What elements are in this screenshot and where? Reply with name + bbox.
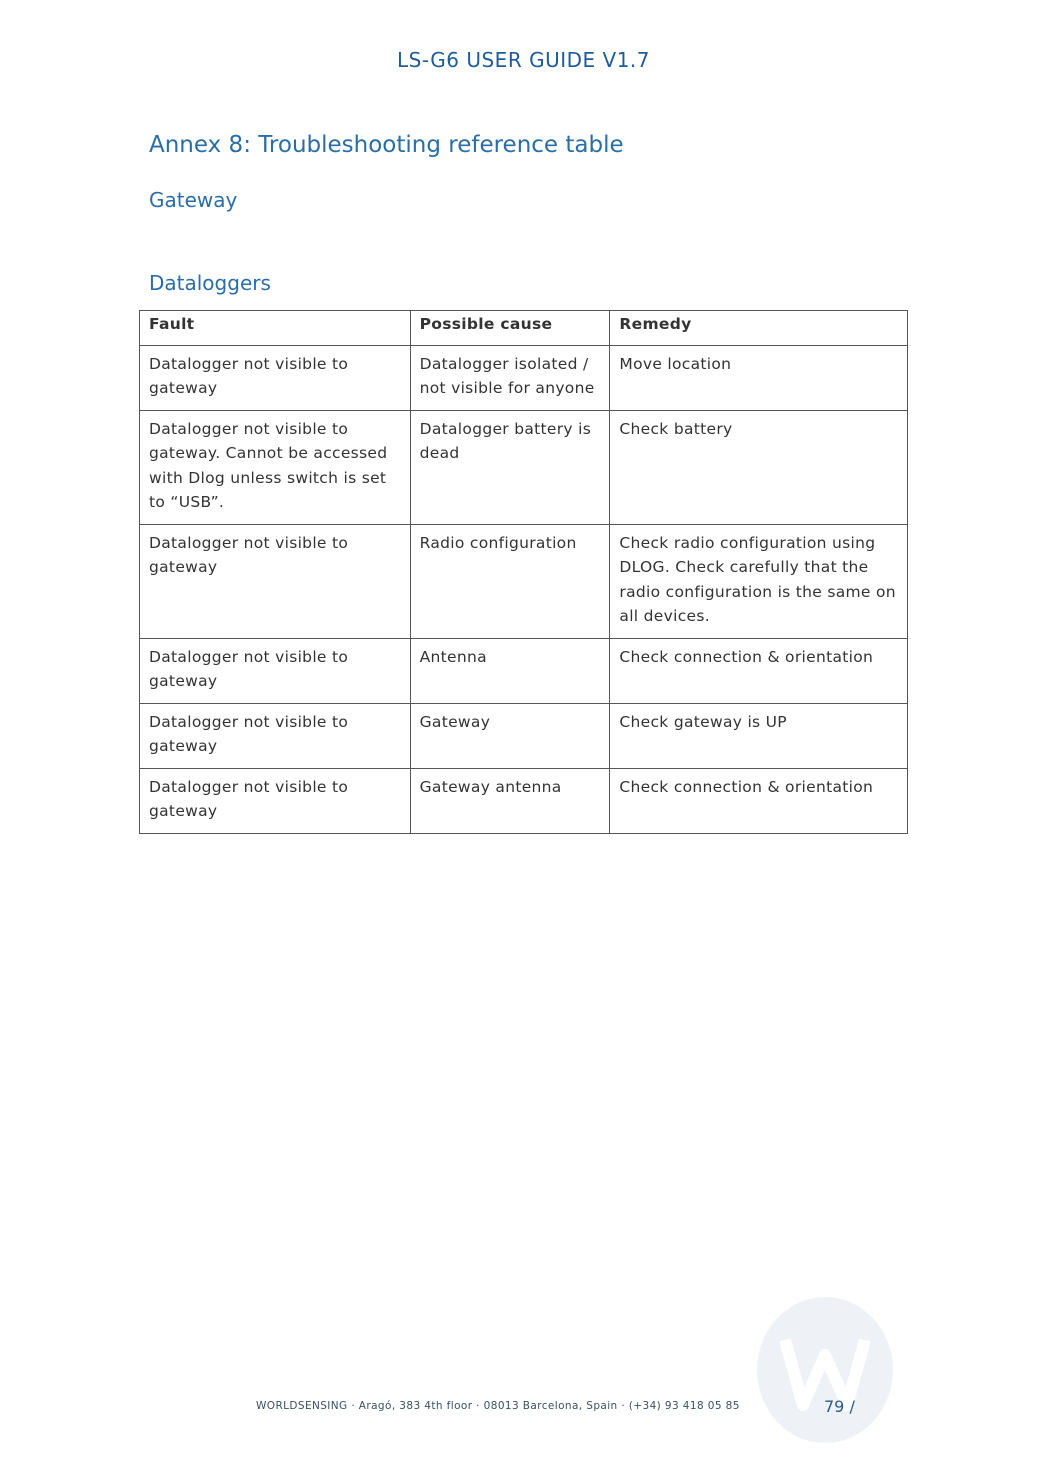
cause-cell: Datalogger battery is dead (410, 410, 610, 524)
fault-cell: Datalogger not visible to gateway (140, 703, 411, 768)
remedy-cell: Check gateway is UP (610, 703, 908, 768)
cause-cell: Antenna (410, 638, 610, 703)
fault-cell: Datalogger not visible to gateway (140, 768, 411, 833)
troubleshooting-table (139, 310, 908, 834)
annex-title: Annex 8: Troubleshooting reference table (149, 132, 624, 158)
table-header-row (140, 311, 908, 346)
document-header: LS-G6 USER GUIDE V1.7 (396, 48, 650, 72)
cause-cell: Datalogger isolated / not visible for anyone (410, 345, 610, 410)
footer-address: WORLDSENSING · Aragó, 383 4th floor · 08013 Barcelona, Spain · (+34) 93 418 05 85 (256, 1400, 740, 1412)
table-row (140, 768, 908, 833)
remedy-cell: Check radio configuration using DLOG. Check carefully that the radio configuration is the same on all devices. (610, 524, 908, 638)
column-header-remedy: Remedy (610, 311, 908, 346)
table-row (140, 410, 908, 524)
page-number: 79 / (824, 1397, 855, 1416)
table-row (140, 703, 908, 768)
fault-cell: Datalogger not visible to gateway (140, 524, 411, 638)
remedy-cell: Check battery (610, 410, 908, 524)
worldsensing-watermark-logo (755, 1295, 895, 1445)
fault-cell: Datalogger not visible to gateway. Cannot be accessed with Dlog unless switch is set to “USB”. (140, 410, 411, 524)
column-header-fault: Fault (140, 311, 411, 346)
table-row (140, 345, 908, 410)
cause-cell: Radio configuration (410, 524, 610, 638)
section-gateway-heading: Gateway (149, 188, 238, 212)
column-header-possible-cause: Possible cause (410, 311, 610, 346)
remedy-cell: Move location (610, 345, 908, 410)
section-dataloggers-heading: Dataloggers (149, 271, 271, 295)
fault-cell: Datalogger not visible to gateway (140, 345, 411, 410)
table-row (140, 638, 908, 703)
cause-cell: Gateway (410, 703, 610, 768)
remedy-cell: Check connection & orientation (610, 638, 908, 703)
remedy-cell: Check connection & orientation (610, 768, 908, 833)
cause-cell: Gateway antenna (410, 768, 610, 833)
table-row (140, 524, 908, 638)
fault-cell: Datalogger not visible to gateway (140, 638, 411, 703)
